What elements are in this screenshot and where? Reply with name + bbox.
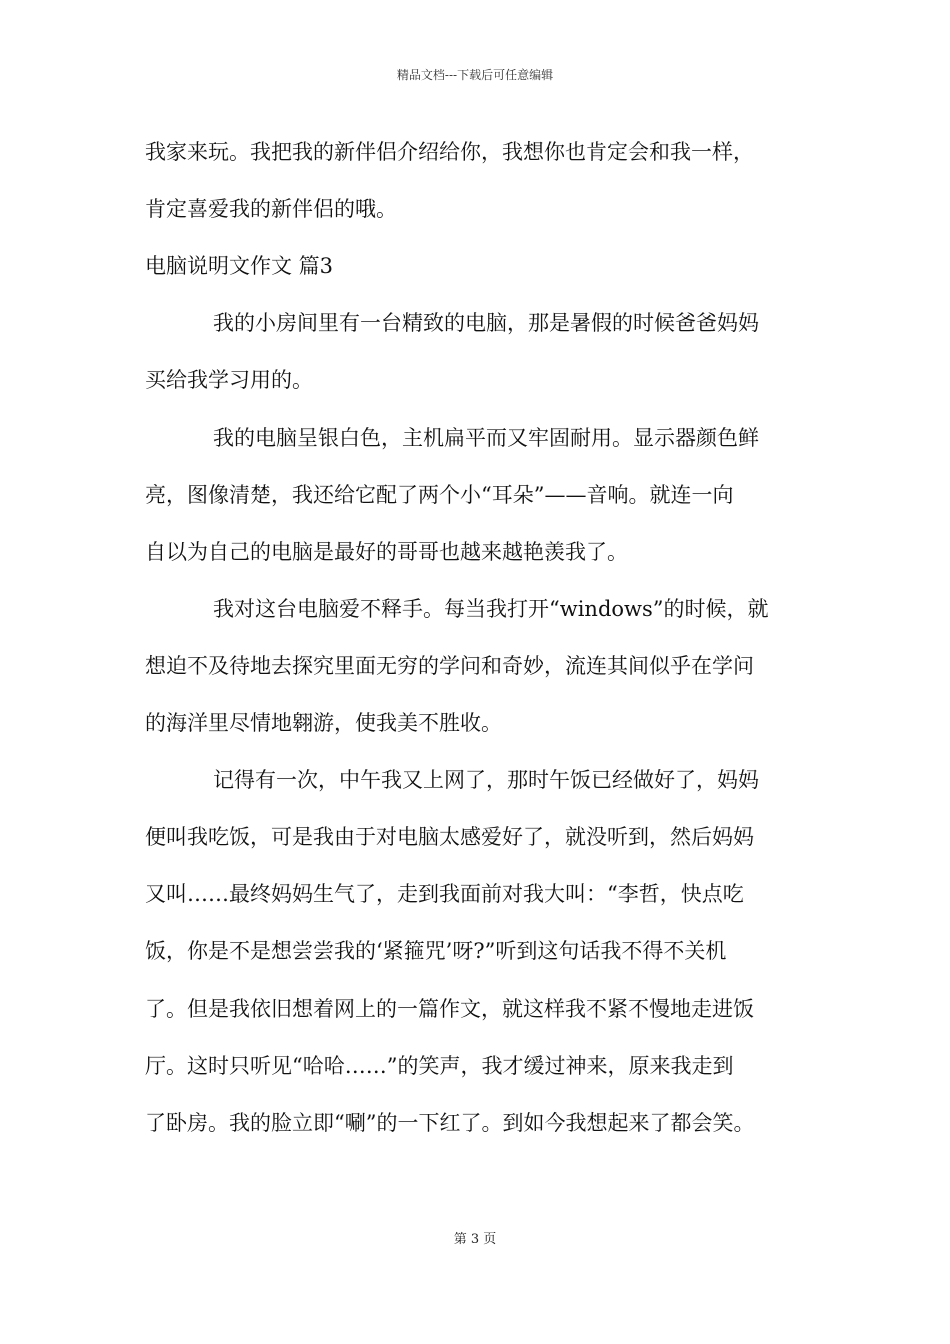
body-line-10: 想迫不及待地去探究里面无穷的学问和奇妙，流连其间似乎在学问 — [145, 654, 754, 678]
section-heading: 电脑说明文作文 篇3 — [145, 254, 334, 278]
body-line-14: 又叫……最终妈妈生气了，走到我面前对我大叫：“李哲，快点吃 — [145, 882, 744, 906]
body-line-12: 记得有一次，中午我又上网了，那时午饭已经做好了，妈妈 — [213, 768, 759, 792]
body-line-1: 我家来玩。我把我的新伴侣介绍给你，我想你也肯定会和我一样， — [145, 140, 754, 164]
body-line-11: 的海洋里尽情地翱游，使我美不胜收。 — [145, 711, 502, 735]
body-line-16: 了。但是我依旧想着网上的一篇作文，就这样我不紧不慢地走进饭 — [145, 997, 754, 1021]
body-line-7: 亮，图像清楚，我还给它配了两个小“耳朵”——音响。就连一向 — [145, 483, 734, 507]
body-line-2: 肯定喜爱我的新伴侣的哦。 — [145, 197, 397, 221]
body-line-8: 自以为自己的电脑是最好的哥哥也越来越艳羡我了。 — [145, 540, 628, 564]
body-line-5: 买给我学习用的。 — [145, 368, 313, 392]
body-line-17: 厅。这时只听见“哈哈……”的笑声，我才缓过神来，原来我走到 — [145, 1054, 734, 1078]
page-number: 第 3 页 — [453, 1232, 497, 1247]
body-line-4: 我的小房间里有一台精致的电脑，那是暑假的时候爸爸妈妈 — [213, 311, 759, 335]
body-line-9: 我对这台电脑爱不释手。每当我打开“windows”的时候，就 — [213, 597, 769, 621]
body-line-15: 饭，你是不是想尝尝我的‘紧箍咒’呀?”听到这句话我不得不关机 — [145, 939, 727, 963]
body-line-13: 便叫我吃饭，可是我由于对电脑太感爱好了，就没听到，然后妈妈 — [145, 825, 754, 849]
body-line-18: 了卧房。我的脸立即“唰”的一下红了。到如今我想起来了都会笑。 — [145, 1111, 755, 1135]
body-line-6: 我的电脑呈银白色，主机扁平而又牢固耐用。显示器颜色鲜 — [213, 426, 759, 450]
page-header: 精品文档---下载后可任意编辑 — [396, 68, 554, 82]
